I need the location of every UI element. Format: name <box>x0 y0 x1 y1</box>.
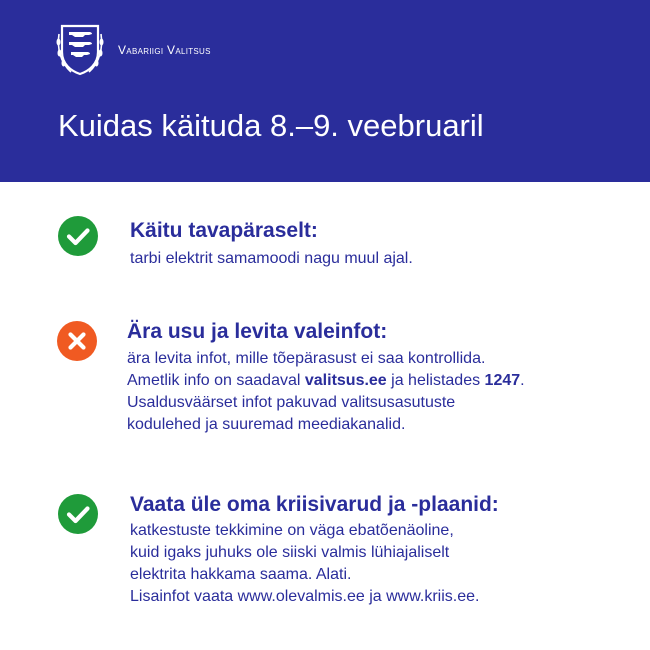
item-text <box>130 520 479 608</box>
item-text-line <box>127 370 525 392</box>
text-segment: ja helistades <box>386 372 485 389</box>
item-text-line: kuid igaks juhuks ole siiski valmis lühiajaliselt <box>130 544 450 561</box>
item-heading: Ära usu ja levita valeinfot: <box>127 320 388 343</box>
organization-name: Vabariigi Valitsus <box>118 43 211 57</box>
item-text-line: tarbi elektrit samamoodi nagu muul ajal. <box>130 250 413 267</box>
item-text <box>130 248 413 270</box>
website-link[interactable]: valitsus.ee <box>304 372 387 389</box>
item-text-line: elektrita hakkama saama. Alati. <box>130 566 352 583</box>
header-banner <box>0 0 650 182</box>
item-text-line: ära levita infot, mille tõepärasust ei saa kontrollida. <box>127 350 486 367</box>
coat-of-arms-logo <box>56 22 104 76</box>
item-text-line: Lisainfot vaata www.olevalmis.ee ja www.kriis.ee. <box>130 588 480 605</box>
check-icon <box>58 216 98 256</box>
check-icon <box>58 494 98 534</box>
text-segment: . <box>520 372 525 389</box>
page-title: Kuidas käituda 8.–9. veebruaril <box>58 108 484 143</box>
close-icon <box>57 321 97 361</box>
phone-number: 1247 <box>484 372 521 389</box>
text-segment: Ametlik info on saadaval <box>127 372 305 389</box>
item-heading: Vaata üle oma kriisivarud ja -plaanid: <box>130 493 499 516</box>
item-heading: Käitu tavapäraselt: <box>130 219 318 242</box>
item-text-line: katkestuste tekkimine on väga ebatõenäoline, <box>130 522 454 539</box>
item-text-line: kodulehed ja suuremad meediakanalid. <box>127 416 406 433</box>
item-text-line: Usaldusväärset infot pakuvad valitsusasutuste <box>127 394 456 411</box>
item-text <box>127 348 525 436</box>
